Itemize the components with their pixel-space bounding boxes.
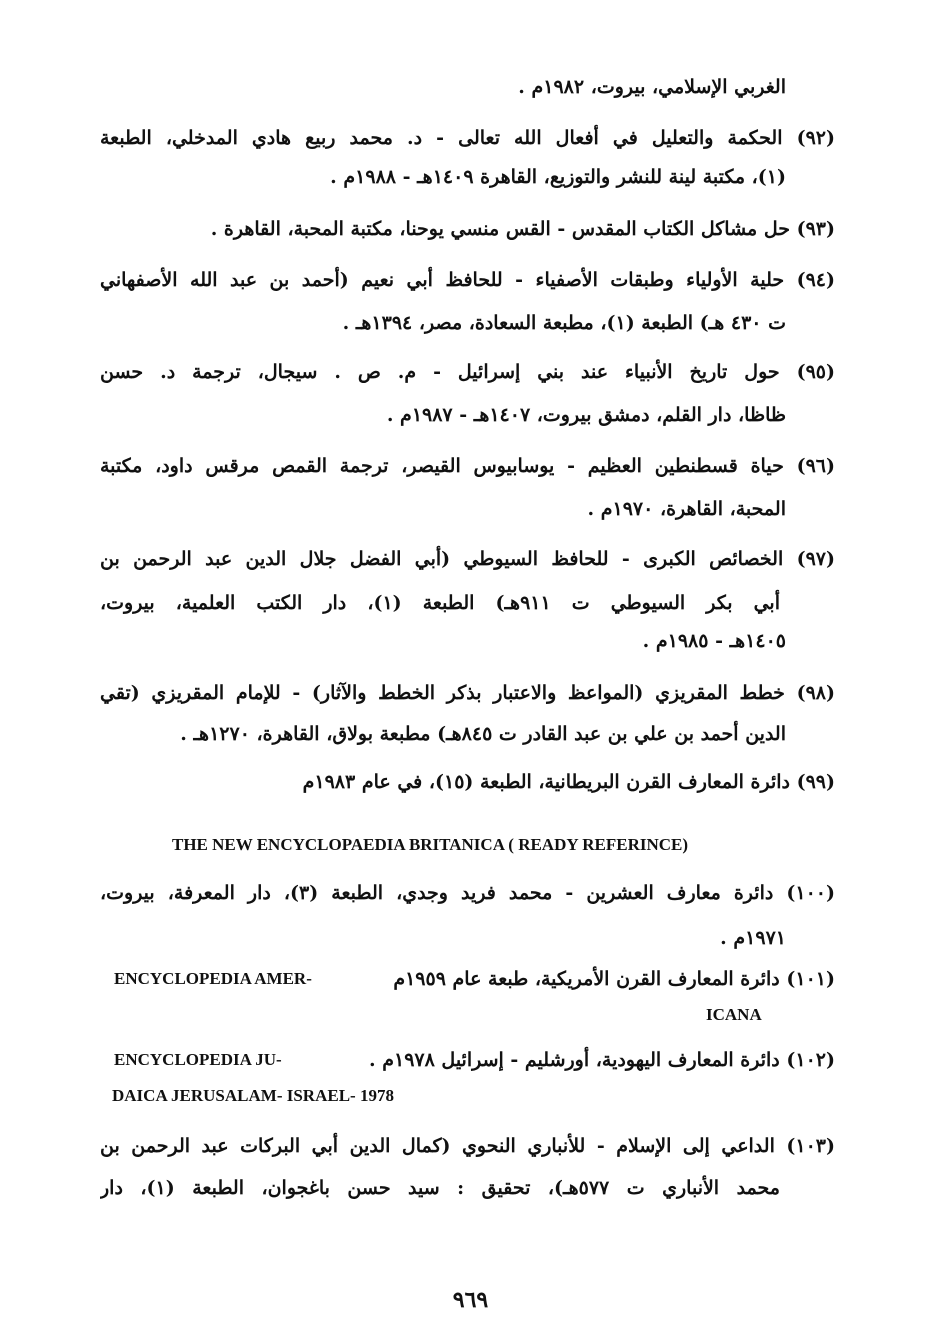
entry-101-english-2: ICANA bbox=[706, 1005, 762, 1024]
entry-94-line-1: (٩٤) حلية الأولياء وطبقات الأصفياء - للحافظ أبي نعيم (أحمد بن عبد الله الأصفهاني bbox=[100, 269, 835, 291]
entry-103-line-1: (١٠٣) الداعي إلى الإسلام - للأنباري النحوي (كمال الدين أبي البركات عبد الرحمن بن bbox=[100, 1135, 835, 1157]
entry-93-line-1: (٩٣) حل مشاكل الكتاب المقدس - القس منسي يوحنا، مكتبة المحبة، القاهرة . bbox=[210, 218, 835, 240]
entry-91-continuation: الغربي الإسلامي، بيروت، ١٩٨٢م . bbox=[518, 76, 786, 98]
entry-96-line-1: (٩٦) حياة قسطنطين العظيم - يوسابيوس القيصر، ترجمة القمص مرقس داود، مكتبة bbox=[100, 455, 835, 477]
entry-101-arabic: (١٠١) دائرة المعارف القرن الأمريكية، طبعة عام ١٩٥٩م bbox=[393, 968, 835, 990]
entry-101-english-1: ENCYCLOPEDIA AMER- bbox=[114, 969, 312, 988]
entry-101-line-1 bbox=[100, 962, 835, 996]
entry-102-english-1: ENCYCLOPEDIA JU- bbox=[114, 1050, 282, 1069]
entry-103-line-2: محمد الأنباري ت ٥٧٧هـ)، تحقيق : سيد حسن باغجوان، الطبعة (١)، دار bbox=[100, 1177, 780, 1199]
entry-100-line-2: ١٩٧١م . bbox=[720, 927, 786, 949]
entry-97-line-1: (٩٧) الخصائص الكبرى - للحافظ السيوطي (أبي الفضل جلال الدين عبد الرحمن بن bbox=[100, 548, 835, 570]
entry-100-line-1: (١٠٠) دائرة معارف العشرين - محمد فريد وجدي، الطبعة (٣)، دار المعرفة، بيروت، bbox=[100, 882, 835, 904]
entry-92-line-2: (١)، مكتبة لينة للنشر والتوزيع، القاهرة ١٤٠٩هـ - ١٩٨٨م . bbox=[330, 166, 786, 188]
entry-95-line-1: (٩٥) حول تاريخ الأنبياء عند بني إسرائيل - م. ص . سيجال، ترجمة د. حسن bbox=[100, 361, 835, 383]
page-number: ٩٦٩ bbox=[452, 1287, 489, 1313]
entry-97-line-2: أبي بكر السيوطي ت ٩١١هـ) الطبعة (١)، دار الكتب العلمية، بيروت، bbox=[100, 592, 780, 614]
entry-96-line-2: المحبة، القاهرة، ١٩٧٠م . bbox=[587, 498, 786, 520]
entry-102-arabic: (١٠٢) دائرة المعارف اليهودية، أورشليم - إسرائيل ١٩٧٨م . bbox=[368, 1049, 835, 1071]
entry-95-line-2: ظاظا، دار القلم، دمشق بيروت، ١٤٠٧هـ - ١٩٨٧م . bbox=[386, 404, 786, 426]
entry-99-english-title: THE NEW ENCYCLOPAEDIA BRITANICA ( READY REFERINCE) bbox=[172, 835, 689, 854]
entry-102-english-2: DAICA JERUSALAM- ISRAEL- 1978 bbox=[112, 1086, 394, 1105]
entry-98-line-2: الدين أحمد بن علي بن عبد القادر ت ٨٤٥هـ) مطبعة بولاق، القاهرة، ١٢٧٠هـ . bbox=[180, 723, 786, 745]
entry-102-line-1 bbox=[100, 1043, 835, 1077]
entry-98-line-1: (٩٨) خطط المقريزي (المواعظ والاعتبار بذكر الخطط والآثار) - للإمام المقريزي (تقي bbox=[100, 682, 835, 704]
entry-92-line-1: (٩٢) الحكمة والتعليل في أفعال الله تعالى - د. محمد ربيع هادي المدخلي، الطبعة bbox=[100, 127, 835, 149]
entry-94-line-2: ت ٤٣٠ هـ) الطبعة (١)، مطبعة السعادة، مصر، ١٣٩٤هـ . bbox=[342, 312, 786, 334]
entry-99-line-1: (٩٩) دائرة المعارف القرن البريطانية، الطبعة (١٥)، في عام ١٩٨٣م bbox=[302, 771, 835, 793]
entry-97-line-3: ١٤٠٥هـ - ١٩٨٥م . bbox=[642, 630, 786, 652]
